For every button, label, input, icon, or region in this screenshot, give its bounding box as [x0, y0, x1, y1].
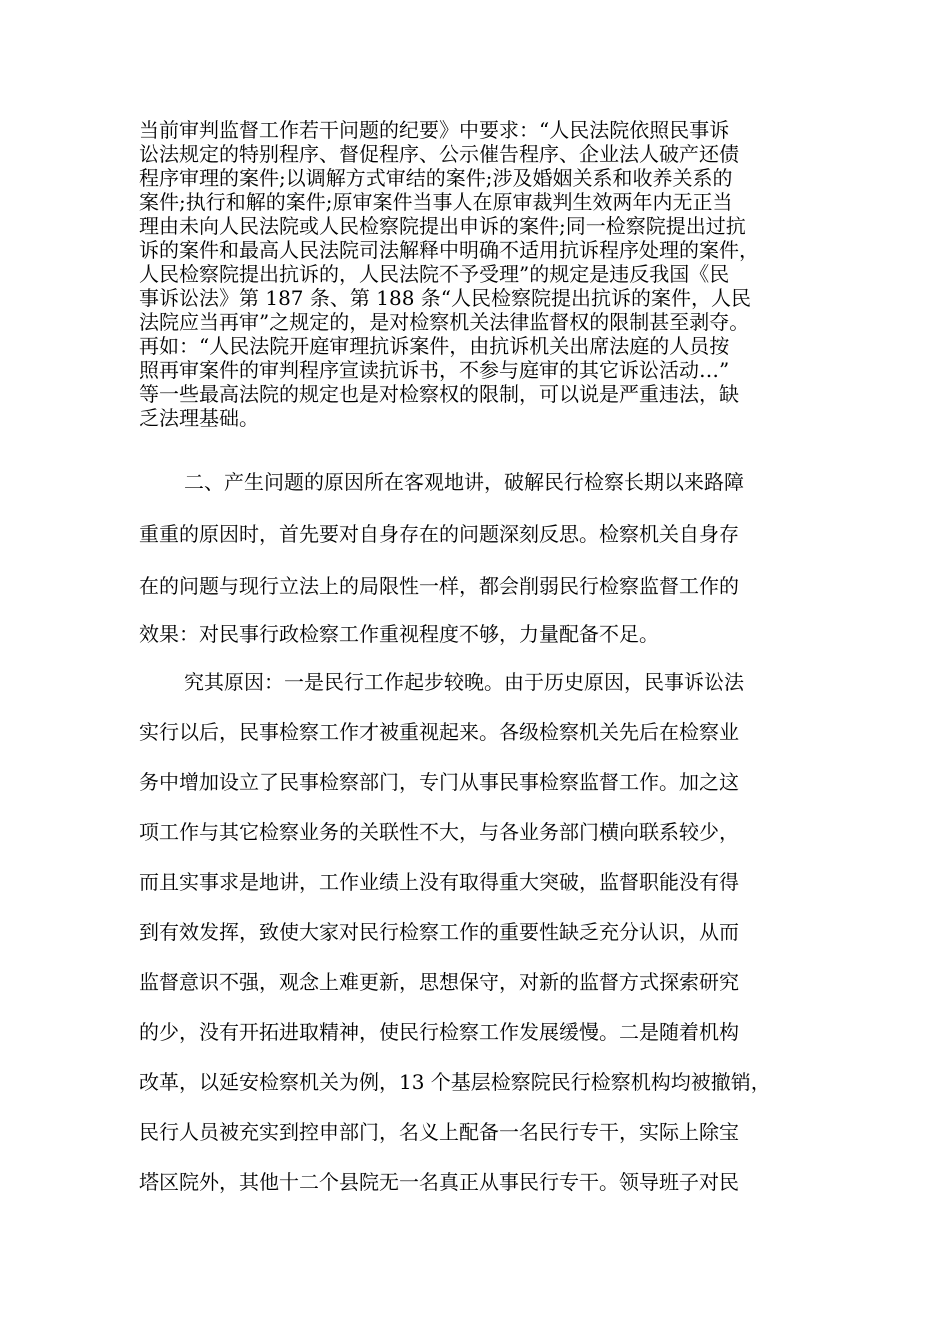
paragraph-1-line: 再如：“人民法院开庭审理抗诉案件，由抗诉机关出席法庭的人员按: [139, 334, 730, 358]
paragraph-2-line: 效果：对民事行政检察工作重视程度不够，力量配备不足。: [139, 622, 659, 646]
paragraph-3-line: 监督意识不强，观念上难更新，思想保守，对新的监督方式探索研究: [139, 970, 739, 994]
paragraph-1-line: 诉的案件和最高人民法院司法解释中明确不适用抗诉程序处理的案件，: [139, 238, 759, 262]
paragraph-1-line: 照再审案件的审判程序宣读抗诉书，不参与庭审的其它诉讼活动…”: [139, 358, 730, 382]
paragraph-1-line: 等一些最高法院的规定也是对检察权的限制，可以说是严重违法，缺: [139, 382, 739, 406]
paragraph-1-line: 乏法理基础。: [139, 406, 259, 430]
paragraph-1-line: 当前审判监督工作若干问题的纪要》中要求：“人民法院依照民事诉: [139, 118, 730, 142]
paragraph-1-line: 事诉讼法》第 187 条、第 188 条“人民检察院提出抗诉的案件，人民: [139, 286, 752, 310]
paragraph-1-line: 讼法规定的特别程序、督促程序、公示催告程序、企业法人破产还债: [139, 142, 739, 166]
paragraph-2-line: 重重的原因时，首先要对自身存在的问题深刻反思。检察机关自身存: [139, 522, 739, 546]
paragraph-1-line: 程序审理的案件;以调解方式审结的案件;涉及婚姻关系和收养关系的: [139, 166, 733, 190]
paragraph-3-line: 改革，以延安检察机关为例，13 个基层检察院民行检察机构均被撤销，: [139, 1070, 771, 1094]
paragraph-1-line: 案件;执行和解的案件;原审案件当事人在原审裁判生效两年内无正当: [139, 190, 733, 214]
paragraph-1-line: 理由未向人民法院或人民检察院提出申诉的案件;同一检察院提出过抗: [139, 214, 746, 238]
paragraph-2-line: 在的问题与现行立法上的局限性一样，都会削弱民行检察监督工作的: [139, 574, 739, 598]
paragraph-1-line: 人民检察院提出抗诉的，人民法院不予受理”的规定是违反我国《民: [139, 262, 730, 286]
paragraph-3-line: 务中增加设立了民事检察部门，专门从事民事检察监督工作。加之这: [139, 770, 739, 794]
paragraph-3-line: 的少，没有开拓进取精神，使民行检察工作发展缓慢。二是随着机构: [139, 1020, 739, 1044]
paragraph-3-line: 塔区院外，其他十二个县院无一名真正从事民行专干。领导班子对民: [139, 1170, 739, 1194]
paragraph-2-line: 二、产生问题的原因所在客观地讲，破解民行检察长期以来路障: [184, 470, 744, 494]
paragraph-3-line: 而且实事求是地讲，工作业绩上没有取得重大突破，监督职能没有得: [139, 870, 739, 894]
paragraph-3-line: 项工作与其它检察业务的关联性不大，与各业务部门横向联系较少，: [139, 820, 739, 844]
paragraph-1-line: 法院应当再审”之规定的，是对检察机关法律监督权的限制甚至剥夺。: [139, 310, 750, 334]
paragraph-3-line: 究其原因：一是民行工作起步较晚。由于历史原因，民事诉讼法: [184, 670, 744, 694]
paragraph-3-line: 实行以后，民事检察工作才被重视起来。各级检察机关先后在检察业: [139, 720, 739, 744]
paragraph-3-line: 到有效发挥，致使大家对民行检察工作的重要性缺乏充分认识，从而: [139, 920, 739, 944]
paragraph-3-line: 民行人员被充实到控申部门，名义上配备一名民行专干，实际上除宝: [139, 1120, 739, 1144]
